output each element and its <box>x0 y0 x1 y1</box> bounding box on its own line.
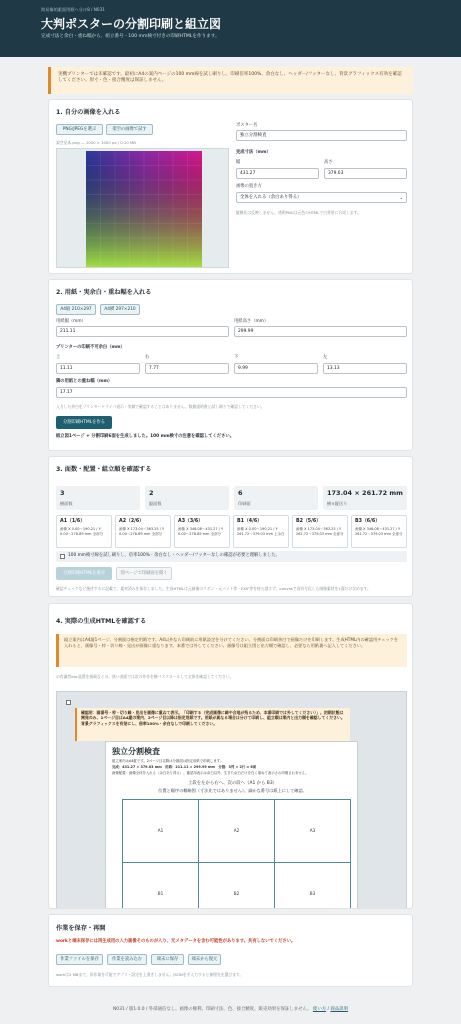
tile-a3: A3（3/6） 画像 X 346.08〜431.27 / Y 0.00〜278.89 mm 全部分 <box>174 515 230 548</box>
save-work-button[interactable]: 作業ファイルを保存 <box>56 954 103 965</box>
margin-top-label: 上 <box>56 355 61 360</box>
a4-portrait-button[interactable]: A4縦 210×297 <box>56 304 96 315</box>
step3-card <box>48 456 413 597</box>
generated-html-preview[interactable] <box>56 691 407 909</box>
stat-rows: 2 縦面数 <box>145 486 229 510</box>
height-label: 高さ <box>324 160 333 165</box>
sheet-line3: 画像配置：画像全体を入れる（余白あり得る）。確認用表示は余白以外、生きた余白だけを白く重ねて表示され印刷されません。 <box>112 771 309 775</box>
size-label: 完成寸法（mm） <box>236 150 271 155</box>
load-work-button[interactable]: 作業を読み込む <box>107 954 147 965</box>
height-input[interactable]: 379.03 <box>324 168 407 179</box>
stat-cols: 3 横面数 <box>56 486 140 510</box>
step4-notice: 組立案内はA4縦1ページ、分割面は指定用紙です。A4以外なら印刷前に用紙設定を分けてください。分割面は印刷余白で画像だけを印刷します。生成HTML内の確認用チェックを入れると、画像号・枠・切り線・見出が画像に重なります。本番では外してください。画像号は組立図と出力順で確認し、必要なら用紙裏へ記入してください。 <box>56 634 407 667</box>
frame-note: の有識者doc設置を接続なとの、狭い表面では次の外作を横バスクロールして全体を確認してください。 <box>56 674 234 679</box>
step2-title: 2. 用紙・実余白・重ね幅を入れる <box>56 289 152 296</box>
paper-height-label: 用紙高さ（mm） <box>234 319 269 324</box>
paper-width-input[interactable]: 211.11 <box>56 326 229 337</box>
image-preview <box>56 148 229 268</box>
step5-card <box>48 914 413 987</box>
app-header <box>0 0 461 57</box>
restore-local-button[interactable]: 端末から復元 <box>188 954 221 965</box>
printer-warning-notice: 実機プリンターでは未確認です。最初にA4の案内ページの100 mm線を試し刷りし、印刷倍率100%、余白なし、ヘッダー/フッターなし、背景グラフィックス有効を確認してください。原寸・色・接合精度は保証しません。 <box>48 67 413 94</box>
overlay-check-text: 確認用：画番号・枠・切り線・見出を画像に重ねて表示。「印刷する（完成画像に線や合地が残るため、本番印刷では外してください）」。初期状態は開発のみ、1ページ目はA4縦の案内、2ページ目以降は指定用紙です。用紙が異なる場合は分けて印刷し、組立順は案内と出力順を確認してください。背景グラフィックスを有効にし、倍率100%・余白なしで印刷してください。 <box>75 708 350 741</box>
grid-cell-b1: B1 <box>122 862 199 909</box>
tile-a1: A1（1/6） 画像 X 0.00〜190.21 / Y 0.00〜278.89 mm 全部分 <box>56 515 112 548</box>
stat-step: 173.04 × 261.72 mm 横×縦送り <box>323 486 407 510</box>
margin-bottom-input[interactable]: 9.99 <box>234 363 318 374</box>
sheet-line4: 上段を左から右へ、次の段へ（A1 から B3） <box>187 781 278 786</box>
step4-title: 4. 実際の生成HTMLを確認する <box>56 618 147 625</box>
gradient-image <box>86 151 202 267</box>
grid-cell-a1: A1 <box>122 799 199 863</box>
made-message: 組立図1ページ + 分割印刷6面を生成しました。100 mm検寸の注意を確認してください。 <box>56 434 234 439</box>
poster-name-input[interactable]: 独立分割検査 <box>236 130 407 141</box>
step5-note: workは5 MBまで。旧作業を可能でアプリ・設定を上書きしません。JSONを手入力すると参照先を選びます。 <box>56 972 244 977</box>
overlay-checkbox[interactable] <box>66 700 71 705</box>
poster-name-label: ポスター名 <box>236 123 258 128</box>
fit-label: 画像の置き方 <box>236 184 262 189</box>
tile-b1: B1（4/6） 画像 X 0.00〜190.21 / Y 261.72〜379.03 mm 上余白 <box>233 515 289 548</box>
sample-image-button[interactable]: 架空の画像で試す <box>106 124 153 135</box>
fit-note: 縦横比は反映しません。透明PNGは元色のHTMLで白背景に合成します。 <box>236 210 361 215</box>
step5-title: 作業を保存・再開 <box>56 925 106 932</box>
fit-select[interactable] <box>236 192 407 203</box>
tile-b2: B2（5/6） 画像 X 173.04〜363.25 / Y 261.72〜379.03 mm 全部分 <box>292 515 348 548</box>
save-html-button[interactable]: 分割印刷HTMLを保存 <box>56 567 112 580</box>
margin-note: 入力した余白をプリンタードライバ表示・実験で確認することはありません。数値説明書と試し刷りで確認してください。 <box>56 404 265 409</box>
choose-image-button[interactable]: PNG/JPEGを選ぶ <box>56 124 103 135</box>
margin-right-label: 右 <box>145 355 150 360</box>
sheet-title: 独立分割検査 <box>112 747 160 756</box>
overlap-label: 隣の用紙との重ね幅（mm） <box>56 379 113 384</box>
breadcrumb: 简易像的素面用紙へ分け8 / N031 <box>41 7 105 12</box>
margin-top-input[interactable]: 11.11 <box>56 363 140 374</box>
stat-pages: 6 印刷面 <box>234 486 318 510</box>
page-subtitle: 完成寸法と余白・重ね幅から、組立番号・100 mm検寸付きの印刷HTMLを作ります。 <box>41 33 220 39</box>
step1-title: 1. 自分の画像を入れる <box>56 109 121 116</box>
save-local-button[interactable]: 端末に保存 <box>151 954 184 965</box>
open-print-button[interactable]: 別ページで印刷面を開く <box>116 567 172 580</box>
step5-warning: workと端末保存には再生成用の入力画像そのものが入り、元メタデータを含む可能性があります。共有しないでください。 <box>56 939 296 944</box>
sheet-line2: 完成：431.27 × 379.03 mm 用紙：211.11 × 299.99 mm 分割：3列 × 2行 = 6面 <box>112 765 257 769</box>
margin-left-label: 左 <box>323 355 328 360</box>
tile-a2: A2（2/6） 画像 X 173.04〜363.25 / Y 0.00〜278.89 mm 全部分 <box>115 515 171 548</box>
page-title: 大判ポスターの分割印刷と組立図 <box>41 16 222 31</box>
step3-title: 3. 面数・配置・組立順を確認する <box>56 466 152 473</box>
sheet-line5: 位置と順序の概略図（寸法比ではありません）。細かな番号は紙上にして確認。 <box>158 788 307 793</box>
a4-landscape-button[interactable]: A4横 297×210 <box>100 304 140 315</box>
sheet-line1: 組立案内はA4縦です。2ページ目以降は分割面は指定用紙で印刷します。 <box>112 759 224 763</box>
overlap-input[interactable]: 17.17 <box>56 387 407 398</box>
grid-cell-a3: A3 <box>274 799 351 863</box>
margin-label: プリンターの印刷不可余白（mm） <box>56 345 125 350</box>
paper-height-input[interactable]: 299.99 <box>234 326 407 337</box>
margin-bottom-label: 下 <box>234 355 239 360</box>
footer-text: N031 / 版1.0.0 / 外部通信なし。画像の権利、印刷寸法、色、接合精度、販売効果を保証しません。 <box>113 1007 312 1012</box>
width-input[interactable]: 431.27 <box>236 168 319 179</box>
product-link[interactable]: 商品説明 <box>330 1007 348 1012</box>
paper-width-label: 用紙幅（mm） <box>56 319 86 324</box>
step4-card <box>48 603 413 909</box>
make-html-button[interactable]: 分割印刷HTMLを作る <box>56 416 112 429</box>
footer: N031 / 版1.0.0 / 外部通信なし。画像の権利、印刷寸法、色、接合精度、販売効果を保証しません。 使い方 / 商品説明 <box>113 1007 348 1012</box>
grid-cell-a2: A2 <box>198 799 275 863</box>
confirm-checkbox[interactable] <box>60 554 65 559</box>
tile-b3: B3（6/6） 画像 X 346.08〜431.27 / Y 261.72〜379.03 mm 全部分 <box>351 515 407 548</box>
step1-card <box>48 99 413 274</box>
grid-cell-b3: B3 <box>274 862 351 909</box>
confirm-row <box>56 551 407 562</box>
confirm-label: 100 mm検寸線を試し刷りし、倍率100%・余白なし・ヘッダー/フッターなしの確認が必要と理解しました。 <box>68 553 280 558</box>
step3-note: 確認チェックなど後述するに記載て、素材済みを保存しました。生成HTMLは元画像のリボン・元バイト等・EXIF等を持ち越さず、canvasで再符号化した画像素材を1面だけ含めます。 <box>56 586 371 591</box>
fit-select-value: 全体を入れる（余白あり得る） <box>240 195 302 200</box>
chevron-down-icon: ⌄ <box>399 195 403 200</box>
howto-link[interactable]: 使い方 <box>312 1007 327 1012</box>
file-info: 架空見本.png — 1000 × 1000 px / 0.10 MB <box>56 140 136 145</box>
margin-right-input[interactable]: 7.77 <box>145 363 229 374</box>
guide-sheet <box>105 741 358 909</box>
grid-cell-b2: B2 <box>198 862 275 909</box>
step2-card <box>48 279 413 451</box>
margin-left-input[interactable]: 13.13 <box>323 363 407 374</box>
width-label: 幅 <box>236 160 241 165</box>
